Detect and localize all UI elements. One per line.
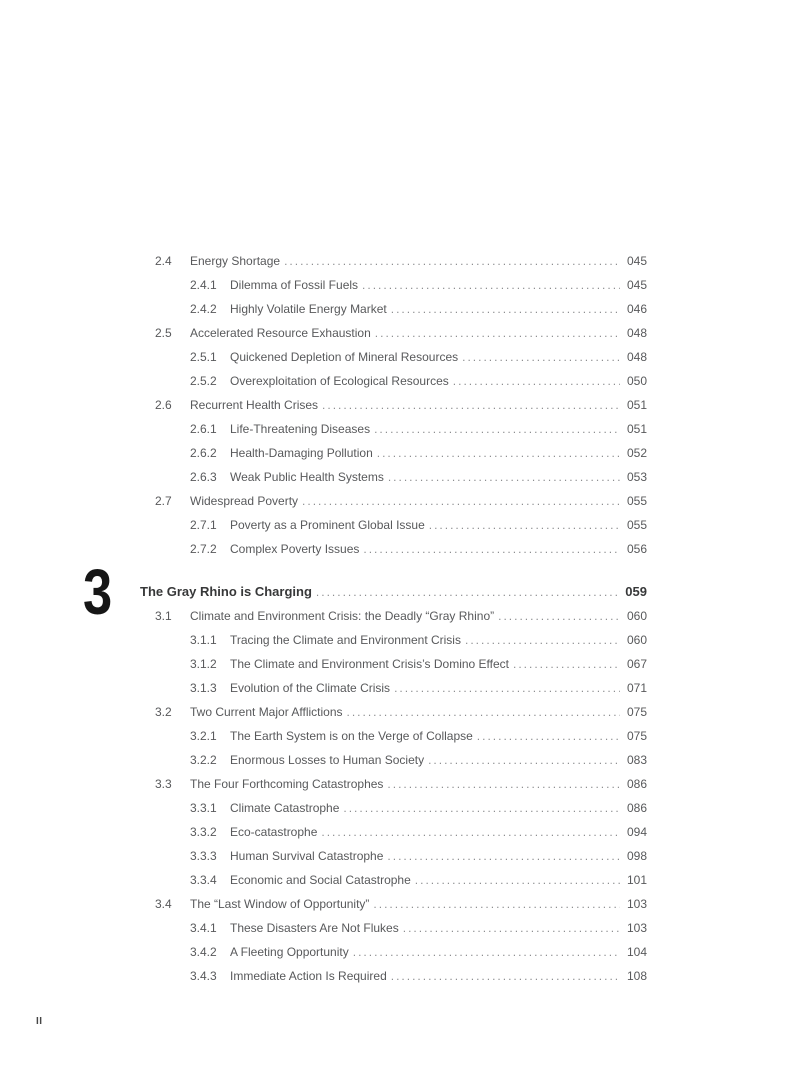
toc-entry-page: 075 [626, 729, 647, 743]
dot-leader [391, 964, 620, 988]
toc-entry-number: 2.6.1 [190, 422, 217, 436]
toc-entry-number: 3.2.1 [190, 729, 217, 743]
dot-leader [373, 892, 620, 916]
dot-leader [465, 628, 620, 652]
toc-entry-number: 2.5 [155, 326, 172, 340]
toc-entry-page: 098 [626, 849, 647, 863]
toc-entry-number: 2.5.1 [190, 350, 217, 364]
toc-entry-page: 055 [626, 518, 647, 532]
toc-entry-page: 048 [626, 350, 647, 364]
toc-entry-number: 3.1.3 [190, 681, 217, 695]
dot-leader [391, 297, 620, 321]
toc-entry[interactable] [140, 916, 647, 940]
dot-leader [477, 724, 620, 748]
dot-leader [284, 249, 620, 273]
toc-entry[interactable] [140, 345, 647, 369]
toc-entry[interactable] [140, 489, 647, 513]
dot-leader [347, 700, 620, 724]
toc-entry[interactable] [140, 465, 647, 489]
toc-entry-number: 3.4.3 [190, 969, 217, 983]
toc-entry-number: 2.7.2 [190, 542, 217, 556]
dot-leader [377, 441, 620, 465]
toc-entry-title: Tracing the Climate and Environment Crisis [230, 633, 461, 647]
toc-entry-page: 060 [626, 609, 647, 623]
dot-leader [387, 772, 620, 796]
dot-leader [462, 345, 620, 369]
toc-entry[interactable] [140, 676, 647, 700]
toc-entry-title: These Disasters Are Not Flukes [230, 921, 399, 935]
toc-entry[interactable] [140, 748, 647, 772]
dot-leader [322, 393, 620, 417]
toc-entry-number: 2.6.2 [190, 446, 217, 460]
toc-entry[interactable] [140, 513, 647, 537]
toc-entry-page: 055 [626, 494, 647, 508]
toc-entry[interactable] [140, 892, 647, 916]
toc-entry-page: 053 [626, 470, 647, 484]
toc-entry-page: 060 [626, 633, 647, 647]
dot-leader [429, 513, 620, 537]
toc-entry-title: Poverty as a Prominent Global Issue [230, 518, 425, 532]
toc-entry-number: 3.3.3 [190, 849, 217, 863]
toc-entry-title: Evolution of the Climate Crisis [230, 681, 391, 695]
toc-entry-page: 067 [626, 657, 647, 671]
toc-entry-page: 083 [626, 753, 647, 767]
toc-entry-number: 3.2.2 [190, 753, 217, 767]
toc-entry-page: 045 [626, 254, 647, 268]
dot-leader [302, 489, 620, 513]
toc-entry-page: 051 [626, 398, 647, 412]
toc-entry-page: 050 [626, 374, 647, 388]
dot-leader [453, 369, 620, 393]
toc-entry[interactable] [140, 321, 647, 345]
toc-entry[interactable] [140, 417, 647, 441]
toc-entry-page: 103 [626, 897, 647, 911]
toc-entry-title: Climate and Environment Crisis: the Deadly “Gray Rhino” [190, 609, 495, 623]
toc-entry-title: Widespread Poverty [190, 494, 299, 508]
toc-entry[interactable] [140, 700, 647, 724]
toc-entry[interactable] [140, 796, 647, 820]
toc-entry[interactable] [140, 249, 647, 273]
toc-entry[interactable] [140, 297, 647, 321]
dot-leader [388, 465, 620, 489]
toc-entry[interactable] [140, 604, 647, 628]
toc-entry-title: Complex Poverty Issues [230, 542, 360, 556]
toc-entry-title: Quickened Depletion of Mineral Resources [230, 350, 459, 364]
dot-leader [363, 537, 620, 561]
toc-entry-title: Recurrent Health Crises [190, 398, 319, 412]
toc-entry[interactable] [140, 652, 647, 676]
toc-entry-page: 059 [625, 584, 647, 599]
toc-entry-number: 2.5.2 [190, 374, 217, 388]
toc-entry-page: 056 [626, 542, 647, 556]
toc-entry-number: 2.7.1 [190, 518, 217, 532]
toc-entry[interactable] [140, 964, 647, 988]
toc-entry-title: Climate Catastrophe [230, 801, 340, 815]
toc-entry-number: 3.3.4 [190, 873, 217, 887]
toc-entry-title: The “Last Window of Opportunity” [190, 897, 370, 911]
dot-leader [394, 676, 620, 700]
toc-entry-page: 046 [626, 302, 647, 316]
toc-entry-title: The Gray Rhino is Charging [140, 584, 312, 599]
toc-entry-title: Health-Damaging Pollution [230, 446, 373, 460]
dot-leader [415, 868, 620, 892]
toc-entry-title: Two Current Major Afflictions [190, 705, 343, 719]
dot-leader [403, 916, 620, 940]
toc-entry[interactable] [140, 844, 647, 868]
toc-entry-page: 101 [626, 873, 647, 887]
toc-entry-page: 094 [626, 825, 647, 839]
toc-entry-number: 2.7 [155, 494, 172, 508]
toc-entry[interactable] [140, 273, 647, 297]
toc-entry[interactable] [140, 441, 647, 465]
toc-entry-title: Immediate Action Is Required [230, 969, 387, 983]
toc-entry-title: Dilemma of Fossil Fuels [230, 278, 359, 292]
toc-entry-number: 2.4.2 [190, 302, 217, 316]
toc-entry-page: 086 [626, 801, 647, 815]
dot-leader [375, 321, 620, 345]
toc-entry[interactable] [140, 772, 647, 796]
footer-page-number: II [36, 1016, 43, 1027]
dot-leader [316, 580, 620, 604]
chapter-number: 3 [83, 556, 111, 628]
toc-entry-number: 3.2 [155, 705, 172, 719]
dot-leader [498, 604, 620, 628]
dot-leader [374, 417, 620, 441]
toc-entry-title: Accelerated Resource Exhaustion [190, 326, 371, 340]
toc-entry-title: Life-Threatening Diseases [230, 422, 371, 436]
toc-entry-page: 071 [626, 681, 647, 695]
toc-entry[interactable] [140, 820, 647, 844]
toc-entry-number: 3.4 [155, 897, 172, 911]
dot-leader [387, 844, 620, 868]
toc-entry-number: 3.1.2 [190, 657, 217, 671]
dot-leader [343, 796, 620, 820]
toc-entry[interactable] [140, 369, 647, 393]
toc-entry-page: 051 [626, 422, 647, 436]
toc-entry-number: 3.3.1 [190, 801, 217, 815]
toc-entry-number: 3.1.1 [190, 633, 217, 647]
toc-entry-title: The Four Forthcoming Catastrophes [190, 777, 384, 791]
dot-leader [353, 940, 620, 964]
dot-leader [362, 273, 620, 297]
toc-entry-number: 2.4 [155, 254, 172, 268]
toc-entry-number: 3.4.1 [190, 921, 217, 935]
toc-entry-title: Human Survival Catastrophe [230, 849, 384, 863]
toc-entry[interactable] [140, 393, 647, 417]
toc-entry[interactable] [140, 628, 647, 652]
toc-entry-title: Eco-catastrophe [230, 825, 318, 839]
toc-entry-title: Highly Volatile Energy Market [230, 302, 387, 316]
toc-entry-page: 045 [626, 278, 647, 292]
toc-entry-title: A Fleeting Opportunity [230, 945, 349, 959]
toc-entry-title: Enormous Losses to Human Society [230, 753, 425, 767]
toc-entry-page: 104 [626, 945, 647, 959]
toc-entry[interactable] [140, 537, 647, 561]
toc-entry-number: 3.1 [155, 609, 172, 623]
toc-entry-number: 3.3 [155, 777, 172, 791]
toc-entry-title: Economic and Social Catastrophe [230, 873, 411, 887]
toc-entry[interactable] [140, 940, 647, 964]
toc-entry-page: 103 [626, 921, 647, 935]
toc-entry-page: 048 [626, 326, 647, 340]
toc-entry-title: The Climate and Environment Crisis’s Domino Effect [230, 657, 509, 671]
toc-entry-page: 075 [626, 705, 647, 719]
table-of-contents [83, 249, 647, 988]
toc-entry[interactable] [140, 724, 647, 748]
toc-entry-title: Overexploitation of Ecological Resources [230, 374, 449, 388]
toc-entry-number: 3.3.2 [190, 825, 217, 839]
toc-entry-title: Weak Public Health Systems [230, 470, 384, 484]
toc-entry-number: 2.6 [155, 398, 172, 412]
toc-entry-title: Energy Shortage [190, 254, 281, 268]
toc-entry-number: 2.4.1 [190, 278, 217, 292]
dot-leader [321, 820, 620, 844]
toc-entry-number: 3.4.2 [190, 945, 217, 959]
toc-entry-page: 052 [626, 446, 647, 460]
dot-leader [513, 652, 620, 676]
toc-entry-page: 086 [626, 777, 647, 791]
toc-entry[interactable] [140, 868, 647, 892]
dot-leader [428, 748, 620, 772]
toc-entry-number: 2.6.3 [190, 470, 217, 484]
toc-entry-title: The Earth System is on the Verge of Collapse [230, 729, 473, 743]
toc-entry-page: 108 [626, 969, 647, 983]
